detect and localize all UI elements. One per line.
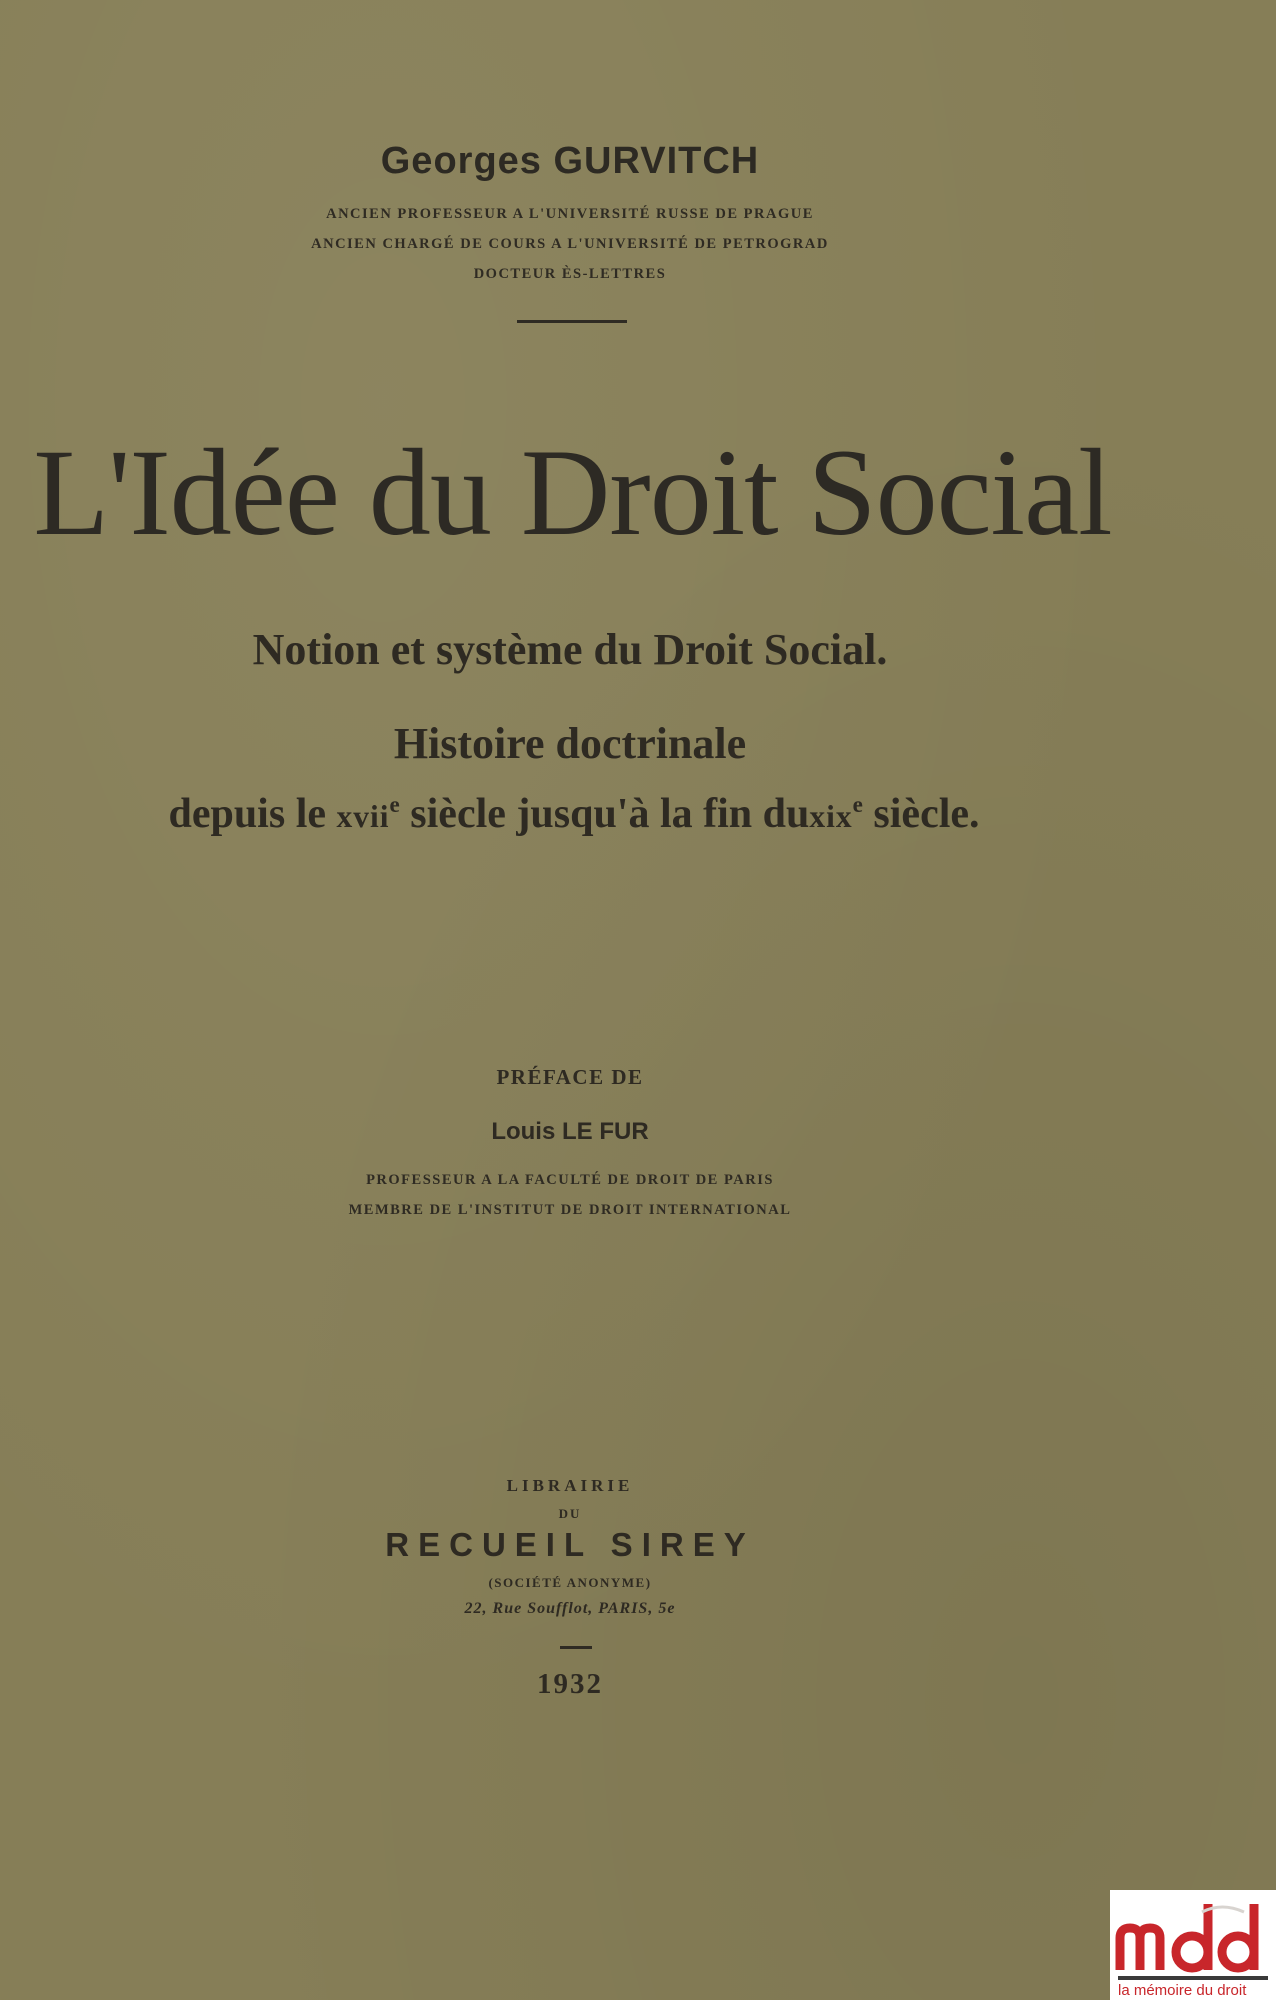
mdd-logo bbox=[1110, 1890, 1276, 2000]
preface-credential-2: MEMBRE DE L'INSTITUT DE DROIT INTERNATIONAL bbox=[348, 1202, 792, 1218]
publisher-name: RECUEIL SIREY bbox=[385, 1526, 755, 1563]
century-xvii-superscript: e bbox=[389, 791, 400, 817]
century-xvii: xvii bbox=[336, 799, 390, 834]
century-xix: xix bbox=[809, 799, 853, 834]
author-credential-3: DOCTEUR ÈS-LETTRES bbox=[473, 266, 667, 282]
divider-rule bbox=[517, 320, 627, 323]
publisher-line-2: DU bbox=[558, 1506, 582, 1521]
subtitle-line-3-part-a: depuis le bbox=[168, 791, 337, 837]
mdd-logo-caption: la mémoire du droit bbox=[1118, 1982, 1247, 1999]
divider-rule-small bbox=[560, 1646, 592, 1649]
preface-label: PRÉFACE DE bbox=[496, 1065, 644, 1089]
subtitle-line-3-part-c: siècle. bbox=[862, 791, 980, 837]
preface-author-name: Louis LE FUR bbox=[491, 1118, 649, 1145]
century-xix-superscript: e bbox=[852, 791, 863, 817]
author-credential-2: ANCIEN CHARGÉ DE COURS A L'UNIVERSITÉ DE PETROGRAD bbox=[311, 236, 829, 252]
author-name: Georges GURVITCH bbox=[380, 140, 760, 182]
preface-credential-1: PROFESSEUR A LA FACULTÉ DE DROIT DE PARIS bbox=[366, 1172, 774, 1188]
subtitle-line-3-part-b: siècle jusqu'à la fin du bbox=[399, 791, 810, 837]
mdd-logo-icon bbox=[1110, 1890, 1276, 1982]
publisher-company-type: (SOCIÉTÉ ANONYME) bbox=[488, 1575, 652, 1590]
author-credential-1: ANCIEN PROFESSEUR A L'UNIVERSITÉ RUSSE DE PRAGUE bbox=[326, 206, 814, 222]
publisher-address: 22, Rue Soufflot, PARIS, 5e bbox=[464, 1600, 676, 1617]
publisher-line-1: LIBRAIRIE bbox=[506, 1476, 634, 1495]
subtitle-line-2: Histoire doctrinale bbox=[393, 719, 747, 768]
subtitle-line-1: Notion et système du Droit Social. bbox=[252, 625, 888, 674]
book-title: L'Idée du Droit Social bbox=[33, 424, 1112, 561]
publication-year: 1932 bbox=[537, 1668, 603, 1700]
subtitle-line-3 bbox=[0, 790, 1148, 838]
